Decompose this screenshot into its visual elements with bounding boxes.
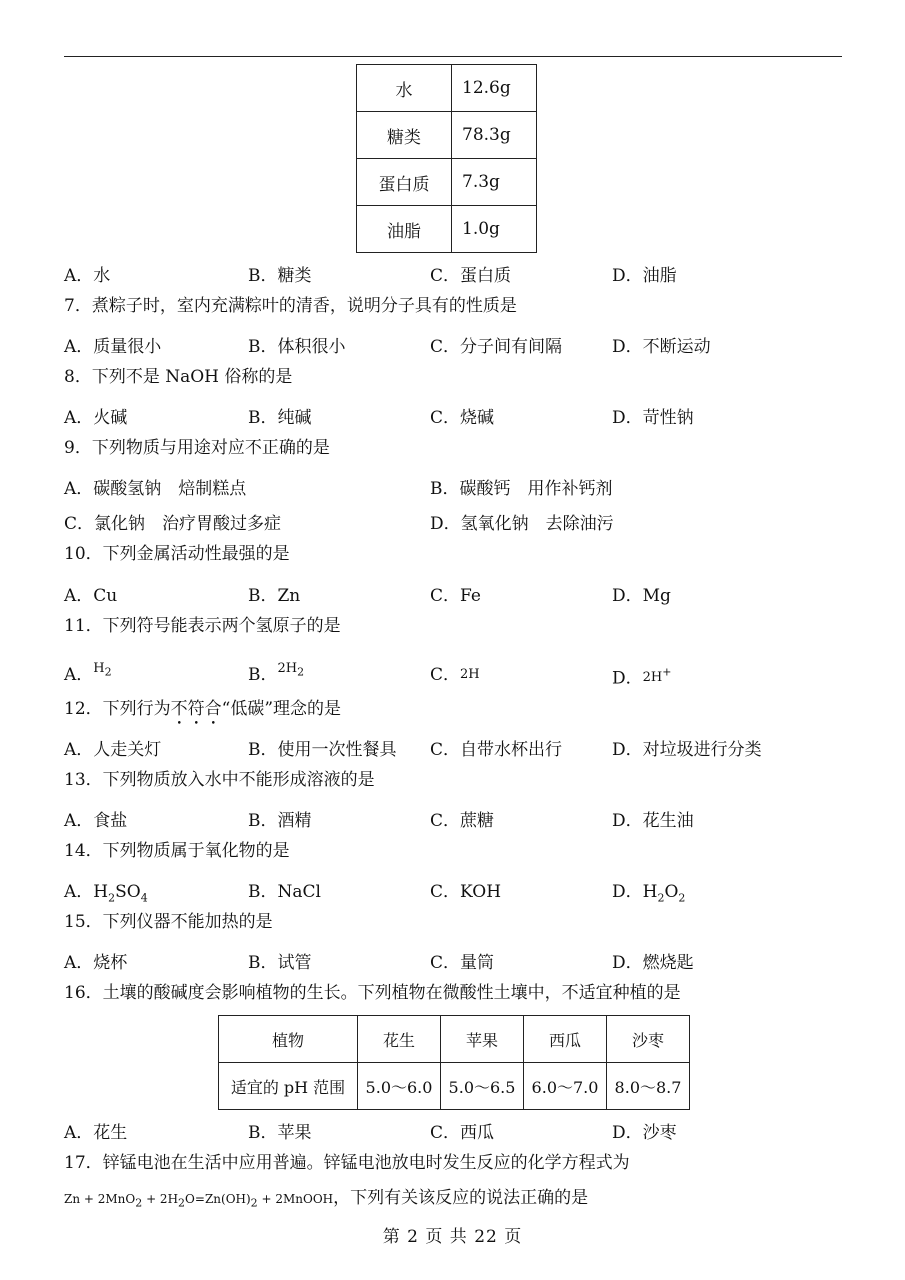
formula-subscript: 4	[140, 891, 148, 905]
q7-option-b: B．体积很小	[248, 337, 346, 357]
q15-option-b: B．试管	[248, 953, 312, 973]
q16-option-c: C．西瓜	[430, 1123, 495, 1143]
equation-subscript: 2	[178, 1196, 186, 1210]
equation-subscript: 2	[250, 1196, 258, 1210]
q7-option-a: A．质量很小	[64, 337, 162, 357]
q12-option-a: A．人走关灯	[64, 740, 162, 760]
table-cell: 5.0～6.0	[358, 1063, 441, 1110]
table-row	[357, 65, 537, 112]
option-label: D．	[612, 882, 643, 902]
page-footer: 第 2 页 共 22 页	[382, 1227, 523, 1247]
formula-superscript: +	[662, 666, 672, 679]
q11-option-a	[64, 663, 112, 693]
q8-option-b: B．纯碱	[248, 408, 312, 428]
formula-symbol: H	[93, 661, 105, 676]
formula	[277, 661, 305, 679]
table-row	[219, 1016, 690, 1063]
q16-option-a: A．花生	[64, 1123, 128, 1143]
table-header-cell: 植物	[219, 1016, 358, 1063]
table-cell: 6.0～7.0	[524, 1063, 607, 1110]
formula-symbol: 2H	[642, 670, 663, 686]
option-label: C．	[430, 665, 461, 685]
q15-option-a: A．烧杯	[64, 953, 128, 973]
q12-option-b: B．使用一次性餐具	[248, 740, 397, 760]
q6-option-a: A．水	[64, 266, 111, 286]
q15-stem: 15．下列仪器不能加热的是	[64, 912, 273, 932]
table-header-cell: 花生	[358, 1016, 441, 1063]
q11-option-b	[248, 663, 304, 693]
q14-option-b: B．NaCl	[248, 882, 321, 902]
table-cell: 12.6g	[452, 65, 537, 112]
q6-option-c: C．蛋白质	[430, 266, 512, 286]
table-header-cell: 沙枣	[607, 1016, 690, 1063]
chemical-equation	[64, 1192, 334, 1210]
option-label: A．	[64, 882, 94, 902]
table-cell: 7.3g	[452, 159, 537, 206]
q11-stem: 11．下列符号能表示两个氢原子的是	[64, 616, 341, 636]
q9-option-d: D．氢氧化钠 去除油污	[430, 514, 614, 534]
table-cell: 适宜的 pH 范围	[219, 1063, 358, 1110]
q8-option-a: A．火碱	[64, 408, 128, 428]
q16-option-d: D．沙枣	[612, 1123, 677, 1143]
q11-option-d	[612, 663, 671, 692]
stem-text: “低碳”理念的是	[221, 699, 342, 719]
nutrition-table	[356, 64, 537, 253]
q13-option-c: C．蔗糖	[430, 811, 495, 831]
q14-option-d	[612, 880, 685, 910]
q10-option-a: A．Cu	[64, 586, 118, 606]
stem-text: 12．下列行为	[64, 699, 171, 719]
q8-option-d: D．苛性钠	[612, 408, 694, 428]
q14-option-a	[64, 880, 148, 910]
formula-subscript: 2	[108, 891, 116, 905]
equation-part: Zn + 2MnO	[64, 1192, 136, 1206]
formula-symbol: O	[664, 882, 679, 902]
q10-stem: 10．下列金属活动性最强的是	[64, 544, 290, 564]
table-header-cell: 西瓜	[524, 1016, 607, 1063]
equation-part: + 2H	[142, 1192, 179, 1206]
table-cell: 8.0～8.7	[607, 1063, 690, 1110]
formula-symbol: H	[93, 882, 109, 902]
emphasized-text: 不符合	[170, 699, 222, 719]
formula-symbol: 2H	[460, 667, 480, 682]
q15-option-c: C．量筒	[430, 953, 495, 973]
q9-stem: 9．下列物质与用途对应不正确的是	[64, 438, 330, 458]
option-label: B．	[248, 665, 278, 685]
q13-stem: 13．下列物质放入水中不能形成溶液的是	[64, 770, 375, 790]
q14-stem: 14．下列物质属于氧化物的是	[64, 841, 290, 861]
q11-option-c	[430, 663, 480, 689]
q8-option-c: C．烧碱	[430, 408, 495, 428]
q9-option-c: C．氯化钠 治疗胃酸过多症	[64, 514, 282, 534]
q17-stem: 17．锌锰电池在生活中应用普遍。锌锰电池放电时发生反应的化学方程式为	[64, 1153, 630, 1173]
formula-subscript: 2	[104, 665, 112, 679]
q15-option-d: D．燃烧匙	[612, 953, 694, 973]
formula-subscript: 2	[297, 665, 305, 679]
equation-part: + 2MnOOH	[257, 1192, 334, 1206]
table-cell: 油脂	[357, 206, 452, 253]
table-cell: 78.3g	[452, 112, 537, 159]
q10-option-d: D．Mg	[612, 586, 671, 606]
equation-subscript: 2	[135, 1196, 143, 1210]
q17-equation-line	[64, 1186, 588, 1210]
formula-symbol: SO	[115, 882, 141, 902]
table-header-cell: 苹果	[441, 1016, 524, 1063]
formula	[93, 661, 112, 679]
header-rule	[64, 56, 842, 57]
option-label: D．	[612, 668, 643, 689]
q14-option-c: C．KOH	[430, 882, 502, 902]
q16-option-b: B．苹果	[248, 1123, 312, 1143]
q9-option-b: B．碳酸钙 用作补钙剂	[430, 479, 613, 499]
table-cell: 水	[357, 65, 452, 112]
stem-text: ，下列有关该反应的说法正确的是	[333, 1188, 589, 1208]
formula-symbol: H	[642, 882, 658, 902]
q6-option-b: B．糖类	[248, 266, 312, 286]
q8-stem: 8．下列不是 NaOH 俗称的是	[64, 367, 293, 387]
table-cell: 1.0g	[452, 206, 537, 253]
q12-option-d: D．对垃圾进行分类	[612, 740, 762, 760]
q7-stem: 7．煮粽子时，室内充满粽叶的清香，说明分子具有的性质是	[64, 296, 517, 316]
table-row	[357, 112, 537, 159]
q13-option-a: A．食盐	[64, 811, 128, 831]
table-cell: 蛋白质	[357, 159, 452, 206]
option-label: A．	[64, 665, 94, 685]
q7-option-d: D．不断运动	[612, 337, 711, 357]
formula-subscript: 2	[657, 891, 665, 905]
q12-option-c: C．自带水杯出行	[430, 740, 563, 760]
equation-part: O=Zn(OH)	[185, 1192, 251, 1206]
q10-option-b: B．Zn	[248, 586, 301, 606]
formula-subscript: 2	[678, 891, 686, 905]
ph-table	[218, 1015, 690, 1110]
q12-stem	[64, 697, 341, 721]
q13-option-d: D．花生油	[612, 811, 694, 831]
table-row	[219, 1063, 690, 1110]
table-cell: 5.0～6.5	[441, 1063, 524, 1110]
q9-option-a: A．碳酸氢钠 焙制糕点	[64, 479, 247, 499]
q13-option-b: B．酒精	[248, 811, 312, 831]
table-row	[357, 159, 537, 206]
q16-stem: 16．土壤的酸碱度会影响植物的生长。下列植物在微酸性土壤中，不适宜种植的是	[64, 983, 681, 1003]
formula	[642, 666, 672, 686]
q6-option-d: D．油脂	[612, 266, 677, 286]
formula	[460, 667, 480, 682]
table-cell: 糖类	[357, 112, 452, 159]
formula-symbol: 2H	[277, 661, 298, 676]
table-row	[357, 206, 537, 253]
q10-option-c: C．Fe	[430, 586, 481, 606]
q7-option-c: C．分子间有间隔	[430, 337, 563, 357]
